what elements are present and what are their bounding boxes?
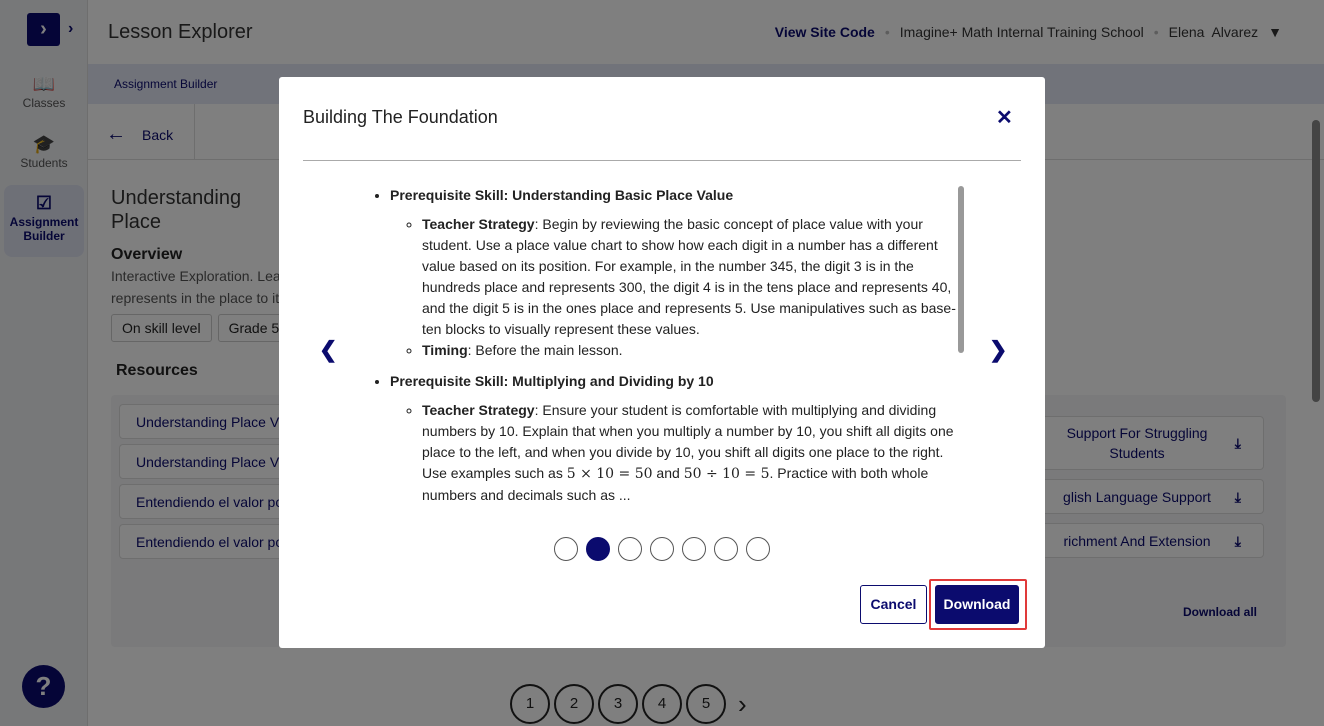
skill-title: Prerequisite Skill: Understanding Basic Place Value <box>390 187 734 203</box>
download-button[interactable]: Download <box>935 585 1019 624</box>
chevron-left-icon[interactable]: ❮ <box>319 337 338 362</box>
label: Timing <box>422 342 468 358</box>
slide-dot-4[interactable] <box>650 537 674 561</box>
modal-title: Building The Foundation <box>303 107 498 127</box>
modal-content <box>370 185 956 515</box>
skill-item <box>390 371 956 506</box>
strategy-text: : Begin by reviewing the basic concept of place value with your student. Use a place value chart to show how each digit in a number has a different value based on its position. For example, in the number 345, the digit 3 is in the hundreds place and represents 300, the digit 4 is in the tens place and represents 40, and the digit 5 is in the ones place and represents 5. Use manipulatives such as base-ten blocks to visually represent these values. <box>422 216 956 337</box>
chevron-right-icon[interactable]: ❯ <box>989 337 1008 362</box>
slide-indicators <box>554 537 770 561</box>
divider <box>303 160 1021 161</box>
text: and <box>652 465 684 481</box>
label: Teacher Strategy <box>422 402 535 418</box>
slide-dot-7[interactable] <box>746 537 770 561</box>
math-expression: 50 ÷ 10 = 5 <box>683 466 770 482</box>
slide-dot-2[interactable] <box>586 537 610 561</box>
close-icon[interactable]: ✕ <box>996 107 1013 129</box>
content-scrollbar[interactable] <box>958 186 964 353</box>
slide-dot-6[interactable] <box>714 537 738 561</box>
modal-dialog <box>279 77 1045 648</box>
timing-text: : Before the main lesson. <box>467 342 623 358</box>
slide-dot-3[interactable] <box>618 537 642 561</box>
strategy-text: . Practice with both whole numbers and decimals such as ... <box>422 465 929 503</box>
skill-title: Prerequisite Skill: Multiplying and Dividing by 10 <box>390 373 714 389</box>
slide-dot-1[interactable] <box>554 537 578 561</box>
cancel-button[interactable]: Cancel <box>860 585 927 624</box>
skill-item <box>390 185 956 361</box>
math-expression: 5 × 10 = 50 <box>566 466 653 482</box>
slide-dot-5[interactable] <box>682 537 706 561</box>
label: Teacher Strategy <box>422 216 535 232</box>
strategy-text: : Ensure your student is comfortable with multiplying and dividing numbers by 10. Explain that when you multiply a number by 10, you shift all digits one place to the left, and when you divide by 10, you shift all digits one place to the right. Use examples such as <box>422 402 954 481</box>
